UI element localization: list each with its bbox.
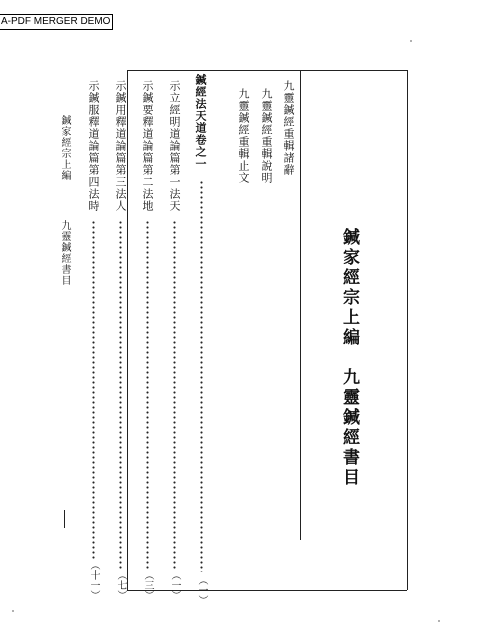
scan-speck — [410, 40, 412, 42]
leader-dots — [146, 220, 149, 570]
left-rule — [127, 70, 128, 590]
page-number: （一） — [196, 575, 207, 605]
right-rule — [407, 70, 408, 590]
toc-entry: 九靈鍼經重輯諸辭 — [282, 80, 295, 176]
divider-rule — [300, 70, 301, 540]
leader-dots — [119, 220, 122, 570]
toc-entry: 示立經明道論篇第一法天 — [168, 80, 181, 212]
toc-entry: 九靈鍼經重輯止文 — [237, 88, 250, 184]
toc-entry: 示鍼要釋道論篇第二法地 — [141, 80, 154, 212]
scan-speck — [438, 620, 440, 622]
running-header-left: 鍼家經宗上編 — [59, 115, 70, 181]
running-header-right: 九靈鍼經書目 — [59, 220, 70, 286]
page-number: （一） — [169, 570, 180, 600]
toc-entry: 九靈鍼經重輯說明 — [260, 88, 273, 184]
page-number: （三） — [142, 570, 153, 600]
scan-speck — [12, 610, 14, 612]
margin-tick — [64, 510, 65, 528]
top-rule — [127, 70, 407, 71]
watermark-label: A-PDF MERGER DEMO — [0, 14, 113, 30]
page-title: 鍼家經宗上編 九靈鍼經書目 — [339, 228, 359, 488]
page-number: （七） — [115, 570, 126, 600]
leader-dots — [92, 220, 95, 560]
toc-entry: 鍼經法天道卷之一 — [194, 74, 207, 170]
leader-dots — [200, 180, 203, 572]
toc-entry: 示鍼用釋道論篇第三法人 — [114, 80, 127, 212]
page-number: （十一） — [88, 560, 99, 600]
toc-entry: 示鍼服釋道論篇第四法時 — [87, 80, 100, 212]
table-of-contents-page — [55, 70, 408, 605]
leader-dots — [173, 220, 176, 570]
